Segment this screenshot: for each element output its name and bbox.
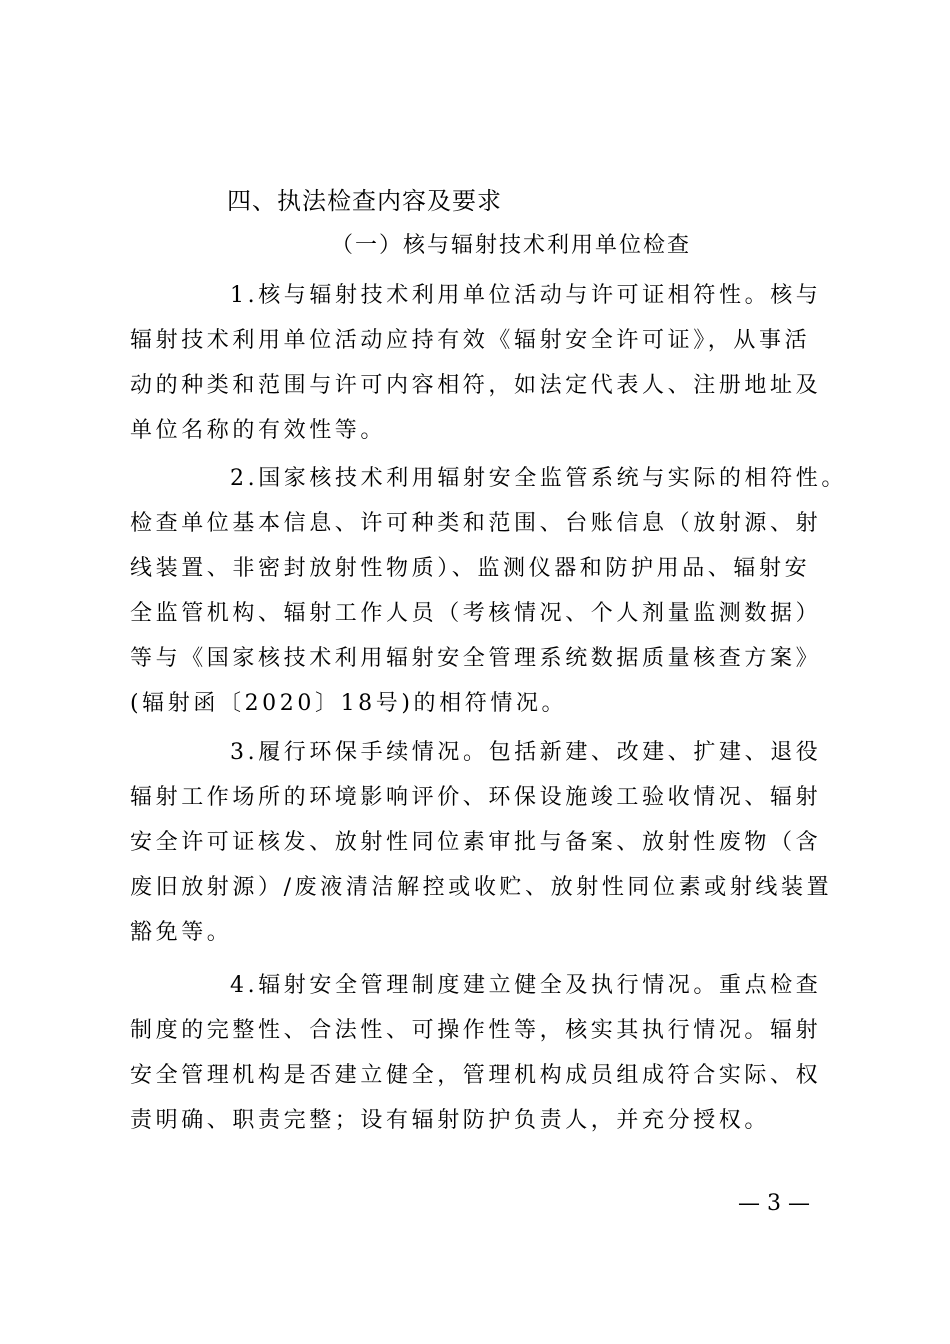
paragraph-4 — [130, 963, 860, 1143]
sub-heading-text: （一）核与辐射技术利用单位检查 — [330, 233, 691, 258]
paragraph-line: 豁免等。 — [130, 920, 233, 945]
paragraph-line: 线装置、非密封放射性物质）、监测仪器和防护用品、辐射安 — [130, 556, 811, 581]
paragraph-line: 制度的完整性、合法性、可操作性等，核实其执行情况。辐射 — [130, 1018, 822, 1043]
paragraph-line: 辐射工作场所的环境影响评价、环保设施竣工验收情况、辐射 — [130, 785, 822, 810]
paragraph-line: (辐射函〔2020〕18号)的相符情况。 — [130, 691, 568, 716]
paragraph-line: 4.辐射安全管理制度建立健全及执行情况。重点检查 — [230, 973, 822, 998]
paragraph-line: 责明确、职责完整；设有辐射防护负责人，并充分授权。 — [130, 1108, 771, 1133]
paragraph-line: 2.国家核技术利用辐射安全监管系统与实际的相符性。 — [230, 466, 847, 491]
sub-heading — [0, 226, 950, 266]
paragraph-line: 动的种类和范围与许可内容相符，如法定代表人、注册地址及 — [130, 373, 822, 398]
paragraph-line: 1.核与辐射技术利用单位活动与许可证相符性。核与 — [230, 283, 822, 308]
paragraph-line: 单位名称的有效性等。 — [130, 418, 387, 443]
paragraph-line: 废旧放射源）/废液清洁解控或收贮、放射性同位素或射线装置 — [130, 875, 833, 900]
paragraph-line: 安全管理机构是否建立健全，管理机构成员组成符合实际、权 — [130, 1063, 822, 1088]
paragraph-2 — [130, 456, 860, 726]
paragraph-line: 辐射技术利用单位活动应持有效《辐射安全许可证》，从事活 — [130, 328, 811, 353]
paragraph-line: 安全许可证核发、放射性同位素审批与备案、放射性废物（含 — [130, 830, 822, 855]
paragraph-line: 等与《国家核技术利用辐射安全管理系统数据质量核查方案》 — [130, 646, 822, 671]
paragraph-1 — [130, 273, 860, 453]
paragraph-line: 全监管机构、辐射工作人员（考核情况、个人剂量监测数据） — [130, 601, 822, 626]
paragraph-3 — [130, 730, 860, 955]
section-heading: 四、执法检查内容及要求 — [227, 187, 502, 215]
page-number: — 3 — — [738, 1191, 810, 1216]
paragraph-line: 检查单位基本信息、许可种类和范围、台账信息（放射源、射 — [130, 511, 822, 536]
paragraph-line: 3.履行环保手续情况。包括新建、改建、扩建、退役 — [230, 740, 822, 765]
